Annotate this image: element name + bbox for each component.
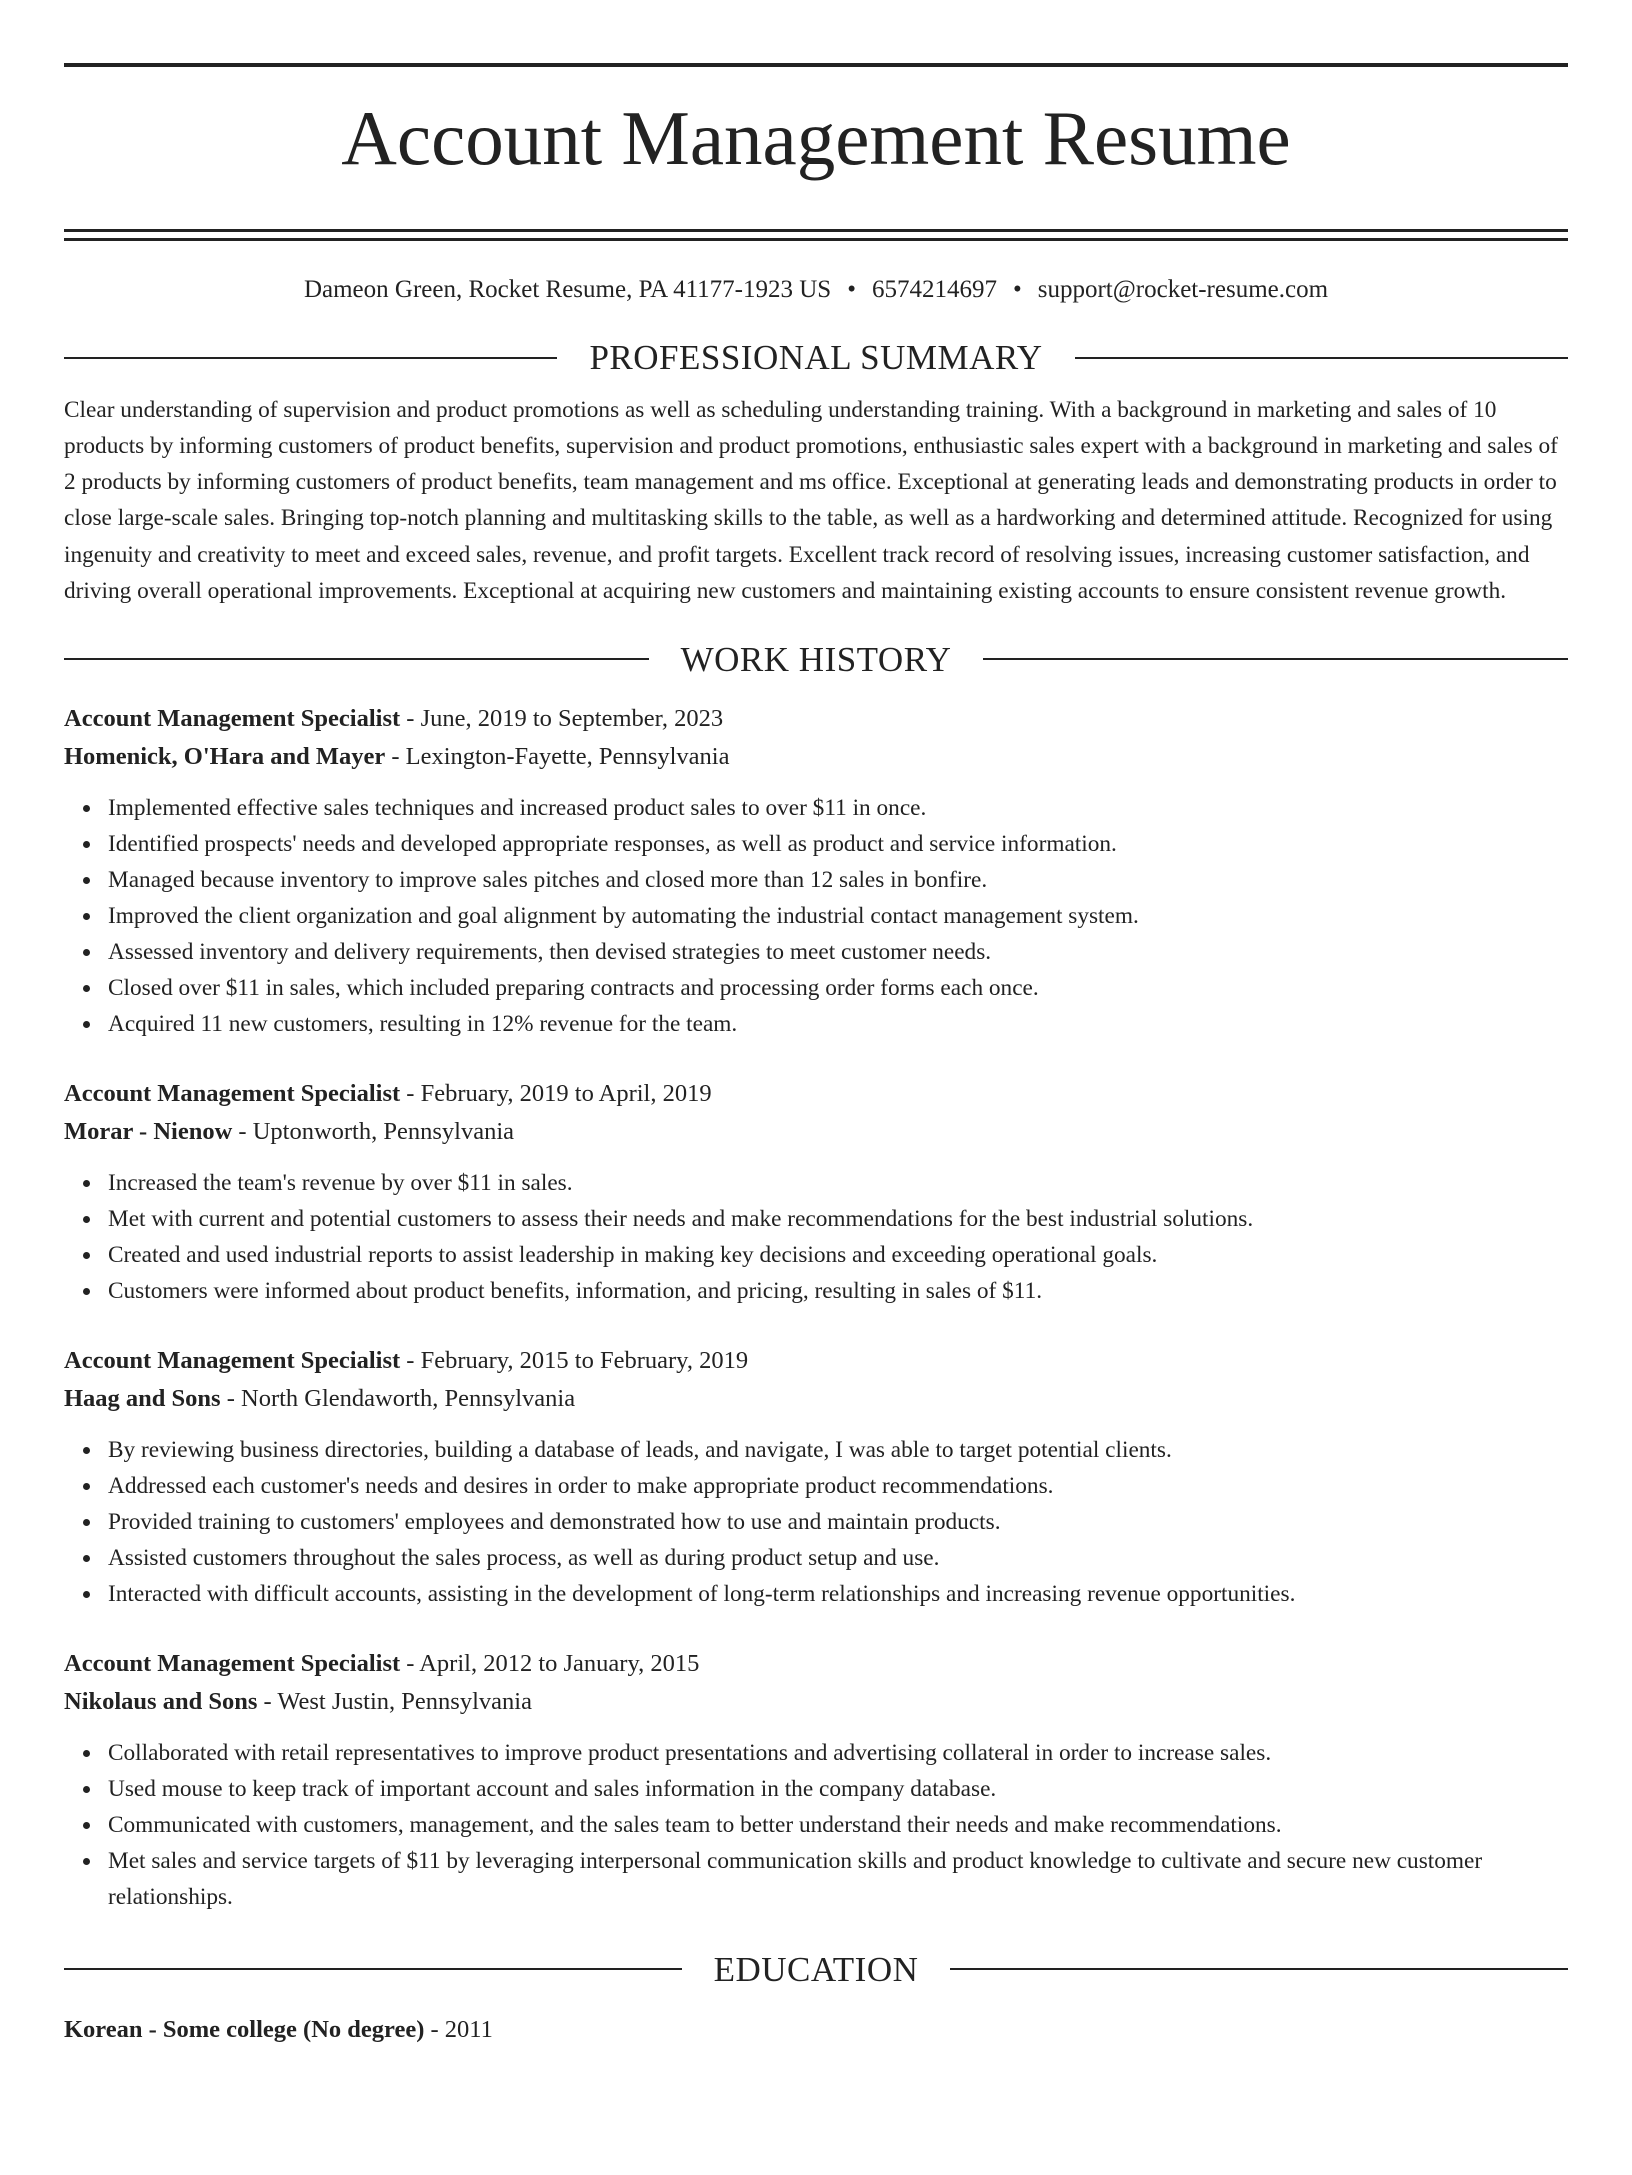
- education-entry: [64, 2011, 1568, 2049]
- bullet-item: Implemented effective sales techniques and increased product sales to over $11 in once.: [108, 790, 1568, 826]
- job-role: Account Management Specialist: [64, 1080, 401, 1108]
- bullet-item: Communicated with customers, management, and the sales team to better understand their needs and make recommendations.: [108, 1807, 1568, 1843]
- bullet-item: Closed over $11 in sales, which included preparing contracts and processing order forms each once.: [108, 970, 1568, 1006]
- job-location: - Lexington-Fayette, Pennsylvania: [385, 743, 730, 771]
- job-dates: - April, 2012 to January, 2015: [400, 1650, 700, 1678]
- top-rule: [64, 63, 1568, 67]
- bullet-item: Acquired 11 new customers, resulting in 12% revenue for the team.: [108, 1006, 1568, 1042]
- bullet-item: Met with current and potential customers to assess their needs and make recommendations for the best industrial solutions.: [108, 1201, 1568, 1237]
- job-location: - West Justin, Pennsylvania: [257, 1688, 532, 1716]
- job-location: - North Glendaworth, Pennsylvania: [220, 1385, 576, 1413]
- job-role: Account Management Specialist: [64, 1650, 401, 1678]
- job-company: Morar - Nienow: [64, 1118, 233, 1146]
- bullet-item: Collaborated with retail representatives to improve product presentations and advertising collateral in order to increase sales.: [108, 1735, 1568, 1771]
- bullet-item: By reviewing business directories, building a database of leads, and navigate, I was able to target potential clients.: [108, 1432, 1568, 1468]
- heading-rule: [1075, 357, 1568, 359]
- education-degree: Korean - Some college (No degree): [64, 2016, 425, 2044]
- job-role-line: [64, 1342, 1568, 1380]
- heading-rule: [983, 658, 1568, 660]
- bullet-item: Created and used industrial reports to assist leadership in making key decisions and exceeding operational goals.: [108, 1237, 1568, 1273]
- job-role-line: [64, 700, 1568, 738]
- bullet-item: Met sales and service targets of $11 by leveraging interpersonal communication skills and product knowledge to cultivate and secure new customer relationships.: [108, 1843, 1568, 1915]
- work-history-heading-label: WORK HISTORY: [680, 639, 952, 679]
- job-location: - Uptonworth, Pennsylvania: [232, 1118, 515, 1146]
- heading-rule: [64, 658, 649, 660]
- bullet-item: Assisted customers throughout the sales process, as well as during product setup and use.: [108, 1540, 1568, 1576]
- title-rule-lower: [64, 238, 1568, 241]
- job-role-line: [64, 1075, 1568, 1113]
- bullet-item: Identified prospects' needs and developed appropriate responses, as well as product and service information.: [108, 826, 1568, 862]
- heading-rule: [950, 1968, 1568, 1970]
- bullet-item: Managed because inventory to improve sales pitches and closed more than 12 sales in bonfire.: [108, 862, 1568, 898]
- job-role: Account Management Specialist: [64, 705, 401, 733]
- job-dates: - February, 2019 to April, 2019: [400, 1080, 712, 1108]
- title-rule-upper: [64, 229, 1568, 232]
- bullet-item: Increased the team's revenue by over $11 in sales.: [108, 1165, 1568, 1201]
- summary-heading-label: PROFESSIONAL SUMMARY: [589, 338, 1043, 378]
- summary-heading: [64, 338, 1568, 378]
- job-company-line: [64, 1683, 1568, 1721]
- resume-page: [0, 63, 1632, 2175]
- job-entry: [64, 1342, 1568, 1612]
- job-dates: - June, 2019 to September, 2023: [400, 705, 724, 733]
- bullet-item: Improved the client organization and goal alignment by automating the industrial contact management system.: [108, 898, 1568, 934]
- education-heading: [64, 1949, 1568, 1989]
- job-entry: [64, 700, 1568, 1042]
- job-company-line: [64, 1380, 1568, 1418]
- job-company: Homenick, O'Hara and Mayer: [64, 743, 386, 771]
- job-bullets: [64, 1165, 1568, 1309]
- job-bullets: [64, 1432, 1568, 1612]
- heading-rule: [64, 1968, 682, 1970]
- education-heading-label: EDUCATION: [713, 1949, 919, 1989]
- contact-address: Dameon Green, Rocket Resume, PA 41177-1923 US: [303, 275, 832, 303]
- heading-rule: [64, 357, 557, 359]
- contact-separator: •: [1012, 275, 1022, 303]
- contact-separator: •: [847, 275, 856, 303]
- job-company-line: [64, 1113, 1568, 1151]
- job-bullets: [64, 1735, 1568, 1915]
- bullet-item: Used mouse to keep track of important account and sales information in the company database.: [108, 1771, 1568, 1807]
- job-company: Nikolaus and Sons: [64, 1688, 258, 1716]
- contact-email: support@rocket-resume.com: [1037, 275, 1329, 303]
- bullet-item: Provided training to customers' employees and demonstrated how to use and maintain products.: [108, 1504, 1568, 1540]
- education-year: - 2011: [424, 2016, 493, 2044]
- job-company: Haag and Sons: [64, 1385, 221, 1413]
- job-role-line: [64, 1645, 1568, 1683]
- summary-text: Clear understanding of supervision and product promotions as well as scheduling understanding training. With a background in marketing and sales of 10 products by informing customers of product benefits, supervision and product promotions, enthusiastic sales expert with a background in marketing and sales of 2 products by informing customers of product benefits, team management and ms office. Exceptional at generating leads and demonstrating products in order to close large-scale sales. Bringing top-notch planning and multitasking skills to the table, as well as a hardworking and determined attitude. Recognized for using ingenuity and creativity to meet and exceed sales, revenue, and profit targets. Excellent track record of resolving issues, increasing customer satisfaction, and driving overall operational improvements. Exceptional at acquiring new customers and maintaining existing accounts to ensure consistent revenue growth.: [64, 396, 1558, 605]
- contact-phone: 6574214697: [871, 275, 997, 303]
- resume-title: Account Management Resume: [341, 95, 1291, 181]
- job-role: Account Management Specialist: [64, 1347, 401, 1375]
- bullet-item: Customers were informed about product benefits, information, and pricing, resulting in sales of $11.: [108, 1273, 1568, 1309]
- job-company-line: [64, 738, 1568, 776]
- bullet-item: Addressed each customer's needs and desires in order to make appropriate product recommendations.: [108, 1468, 1568, 1504]
- job-dates: - February, 2015 to February, 2019: [400, 1347, 749, 1375]
- job-entry: [64, 1645, 1568, 1915]
- work-history-heading: [64, 639, 1568, 679]
- job-bullets: [64, 790, 1568, 1042]
- contact-line: [64, 277, 1568, 302]
- job-entry: [64, 1075, 1568, 1309]
- bullet-item: Interacted with difficult accounts, assisting in the development of long-term relationships and increasing revenue opportunities.: [108, 1576, 1568, 1612]
- bullet-item: Assessed inventory and delivery requirements, then devised strategies to meet customer needs.: [108, 934, 1568, 970]
